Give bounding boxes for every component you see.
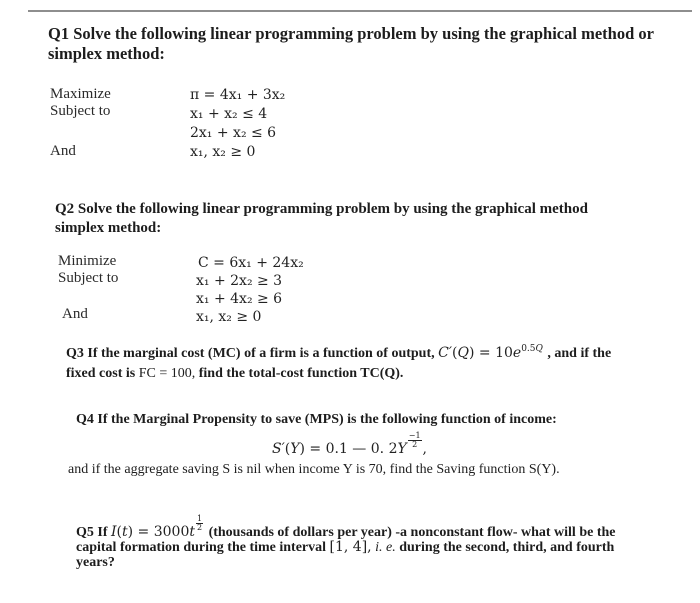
q5-interval: [1, 4],: [329, 539, 372, 555]
q2-label-subject-to: Subject to: [58, 270, 119, 286]
q3-marginal-cost-formula: [438, 345, 547, 361]
q1-heading-line2: simplex method:: [48, 44, 165, 63]
q4-formula-text: S′(Y) = 0.1 — 0. 2Y $\frac{-1}{2}$ ,: [272, 431, 427, 457]
q2-constraint-1: x₁ + 2x₂ ≥ 3: [196, 273, 283, 289]
q1-constraint-1: x₁ + x₂ ≤ 4: [190, 106, 268, 122]
top-rule: [28, 10, 692, 12]
q4-mps-formula: [272, 432, 427, 457]
q3-fixed-cost: FC = 100,: [138, 366, 196, 381]
q1-label-and: And: [50, 143, 76, 159]
q1-nonnegativity: x₁, x₂ ≥ 0: [190, 144, 256, 160]
q4-exponent-fraction: $\frac{-1}{2}$: [408, 431, 421, 449]
q2-objective: C = 6x₁ + 24x₂: [198, 255, 304, 271]
q5-line2-b: during the second, third, and fourth: [399, 540, 615, 555]
q5-prefix: Q5 If: [76, 525, 108, 540]
q1-label-subject-to: Subject to: [50, 103, 111, 119]
q4-line-3: and if the aggregate saving S is nil when income Y is 70, find the Saving function S(Y).: [68, 462, 560, 477]
q5-exponent-fraction: $\frac{1}{2}$: [197, 514, 203, 532]
q2-label-minimize: Minimize: [58, 253, 117, 269]
q2-heading-line2: simplex method:: [55, 220, 162, 236]
q2-nonnegativity: x₁, x₂ ≥ 0: [196, 309, 262, 325]
q1-label-maximize: Maximize: [50, 86, 111, 102]
q2-constraint-2: x₁ + 4x₂ ≥ 6: [196, 291, 283, 307]
q5-line1-suffix: (thousands of dollars per year) -a nonconstant flow- what will be the: [208, 525, 616, 540]
q5-ie: i. e.: [375, 540, 396, 555]
q1-heading-line1: Q1 Solve the following linear programming problem by using the graphical method or: [48, 24, 654, 43]
q3-line-2: [66, 366, 403, 382]
q3-line2-a: fixed cost is: [66, 366, 136, 381]
q3-line2-b: find the total-cost function TC(Q).: [198, 366, 404, 381]
q2-heading: [55, 200, 588, 238]
q1-constraint-2: 2x₁ + x₂ ≤ 6: [190, 125, 277, 141]
q2-heading-line1: Q2 Solve the following linear programming problem by using the graphical method: [55, 201, 588, 217]
q5-line-1: [76, 515, 616, 541]
q3-line1-prefix: Q3 If the marginal cost (MC) of a firm is a function of output,: [66, 346, 435, 361]
q2-label-and: And: [62, 306, 88, 322]
q1-heading: [48, 24, 654, 64]
q3-line1-suffix: , and if the: [547, 346, 612, 361]
q3-line-1: [66, 344, 611, 362]
q5-formula-text: I(t) = 3000t $\frac{1}{2}$: [111, 514, 203, 540]
q5-line2-a: capital formation during the time interval: [76, 540, 327, 555]
q5-line-2: [76, 539, 614, 556]
q3-formula-text: $C'(Q) = 10e^{0.5Q}$: [438, 344, 543, 361]
q4-heading: Q4 If the Marginal Propensity to save (MPS) is the following function of income:: [76, 412, 557, 427]
q1-objective: π = 4x₁ + 3x₂: [190, 87, 286, 103]
q5-line-3: years?: [76, 555, 115, 570]
q5-investment-formula: [111, 514, 209, 540]
